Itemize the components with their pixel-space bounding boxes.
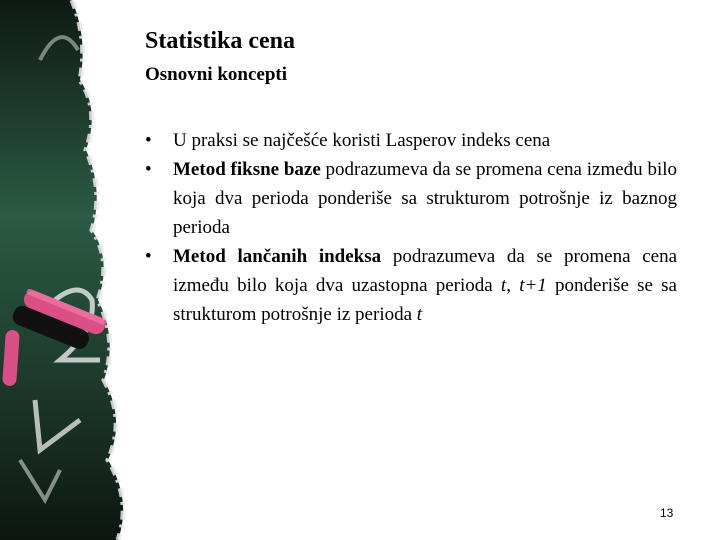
math-var: t+1 [519, 275, 547, 296]
math-var: t [416, 304, 423, 325]
slide-subtitle: Osnovni koncepti [145, 64, 288, 85]
chalkboard-decoration [0, 0, 140, 540]
bullet-text: ponderiše se sa strukturom potrošnje iz perioda [173, 275, 677, 325]
bullet-list [145, 126, 677, 329]
bullet-marker: • [145, 130, 152, 151]
page-number: 13 [660, 506, 674, 520]
bullet-text: U praksi se najčešće koristi Lasperov indeks cena [173, 130, 551, 151]
bullet-term: Metod fiksne baze [173, 159, 321, 180]
bullet-item [145, 126, 677, 155]
bullet-text: , [506, 275, 520, 296]
slide-title: Statistika cena [145, 28, 295, 54]
bullet-marker: • [145, 246, 152, 267]
bullet-marker: • [145, 159, 152, 180]
bullet-item [145, 155, 677, 242]
bullet-item [145, 242, 677, 329]
math-var: t [500, 275, 507, 296]
bullet-term: Metod lančanih indeksa [173, 246, 382, 267]
bullet-text: podrazumeva da se promena cena između bilo koja dva uzastopna perioda [173, 246, 677, 296]
bullet-text: podrazumeva da se promena cena između bilo koja dva perioda ponderiše sa strukturom potrošnje iz baznog perioda [173, 159, 677, 238]
